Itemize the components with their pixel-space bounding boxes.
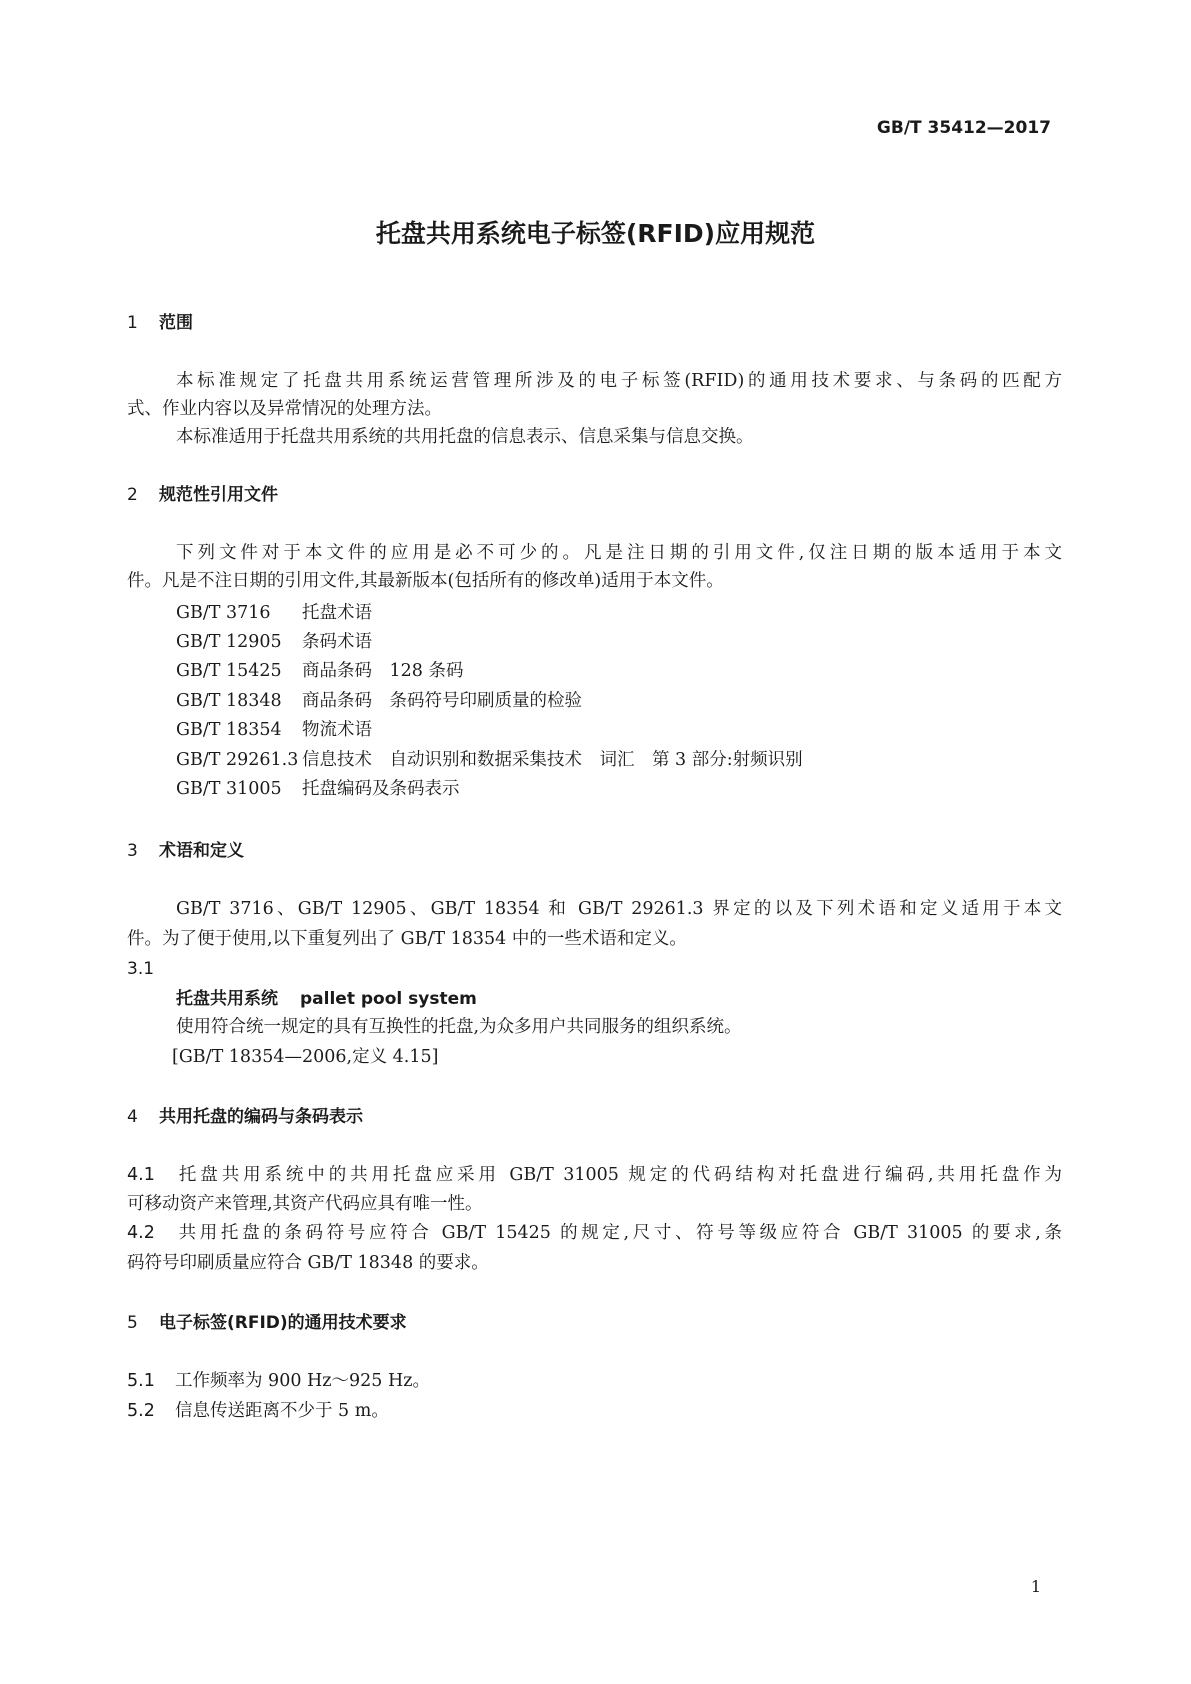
term-english: pallet pool system <box>300 989 477 1009</box>
clause-4-2-line-2: 码符号印刷质量应符合 GB/T 18348 的要求。 <box>127 1253 489 1273</box>
reference-item <box>176 776 460 802</box>
document-title: 托盘共用系统电子标签(RFID)应用规范 <box>375 219 816 248</box>
reference-code: GB/T 18354 <box>176 720 282 740</box>
reference-title: 信息技术 自动识别和数据采集技术 词汇 第 3 部分:射频识别 <box>302 750 803 770</box>
term-definition: 使用符合统一规定的具有互换性的托盘,为众多用户共同服务的组织系统。 <box>176 1017 742 1037</box>
clause-number: 5.2 <box>127 1401 155 1421</box>
section-number: 2 <box>127 485 138 505</box>
clause-text: 共用托盘的条码符号应符合 GB/T 15425 的规定,尺寸、符号等级应符合 GB/T 31005 的要求,条 <box>175 1223 1062 1243</box>
section-1-paragraph-1-line-1: 本标准规定了托盘共用系统运营管理所涉及的电子标签(RFID)的通用技术要求、与条码的匹配方 <box>176 371 1062 391</box>
clause-text: 工作频率为 900 Hz～925 Hz。 <box>175 1371 430 1391</box>
section-number: 1 <box>127 313 138 333</box>
reference-title: 条码术语 <box>302 632 372 652</box>
reference-code: GB/T 29261.3 <box>176 750 299 770</box>
standard-code: GB/T 35412—2017 <box>876 118 1051 138</box>
section-2-heading <box>127 482 278 508</box>
term-chinese: 托盘共用系统 <box>176 989 278 1009</box>
section-number: 4 <box>127 1107 138 1127</box>
reference-title: 托盘术语 <box>302 603 372 623</box>
clause-4-2-line-1 <box>127 1220 1062 1246</box>
section-2-paragraph-line-1: 下列文件对于本文件的应用是必不可少的。凡是注日期的引用文件,仅注日期的版本适用于本文 <box>176 543 1062 563</box>
reference-item <box>176 629 372 655</box>
section-3-paragraph-line-1: GB/T 3716、GB/T 12905、GB/T 18354 和 GB/T 29261.3 界定的以及下列术语和定义适用于本文 <box>176 899 1062 919</box>
reference-item <box>176 688 582 714</box>
reference-title: 物流术语 <box>302 720 372 740</box>
reference-code: GB/T 18348 <box>176 691 282 711</box>
term-entry <box>176 986 477 1012</box>
clause-number: 4.2 <box>127 1223 155 1243</box>
section-1-paragraph-1-line-2: 式、作业内容以及异常情况的处理方法。 <box>127 399 442 419</box>
section-1-heading <box>127 310 193 336</box>
section-2-paragraph-line-2: 件。凡是不注日期的引用文件,其最新版本(包括所有的修改单)适用于本文件。 <box>127 571 724 591</box>
clause-4-1-line-1 <box>127 1162 1062 1188</box>
reference-item <box>176 747 803 773</box>
reference-title: 商品条码 128 条码 <box>302 661 464 681</box>
clause-number: 4.1 <box>127 1165 155 1185</box>
clause-number: 5.1 <box>127 1371 155 1391</box>
section-4-heading <box>127 1104 363 1130</box>
section-3-heading <box>127 838 244 864</box>
clause-5-1 <box>127 1368 1062 1394</box>
section-5-heading <box>127 1310 407 1336</box>
section-title: 规范性引用文件 <box>159 485 278 505</box>
section-title: 共用托盘的编码与条码表示 <box>159 1107 363 1127</box>
reference-item <box>176 600 372 626</box>
reference-code: GB/T 31005 <box>176 779 282 799</box>
reference-title: 托盘编码及条码表示 <box>302 779 460 799</box>
section-title: 术语和定义 <box>159 841 244 861</box>
reference-item <box>176 717 372 743</box>
section-number: 5 <box>127 1313 138 1333</box>
page-number: 1 <box>1030 1577 1041 1596</box>
reference-code: GB/T 12905 <box>176 632 282 652</box>
clause-text: 托盘共用系统中的共用托盘应采用 GB/T 31005 规定的代码结构对托盘进行编码,共用托盘作为 <box>175 1165 1062 1185</box>
reference-item <box>176 658 463 684</box>
clause-4-1-line-2: 可移动资产来管理,其资产代码应具有唯一性。 <box>127 1194 483 1214</box>
clause-text: 信息传送距离不少于 5 m。 <box>175 1401 389 1421</box>
section-title: 电子标签(RFID)的通用技术要求 <box>159 1313 407 1333</box>
term-source: [GB/T 18354—2006,定义 4.15] <box>172 1047 439 1067</box>
reference-title: 商品条码 条码符号印刷质量的检验 <box>302 691 582 711</box>
section-number: 3 <box>127 841 138 861</box>
reference-code: GB/T 15425 <box>176 661 282 681</box>
reference-code: GB/T 3716 <box>176 603 271 623</box>
term-number: 3.1 <box>127 959 155 979</box>
section-1-paragraph-2: 本标准适用于托盘共用系统的共用托盘的信息表示、信息采集与信息交换。 <box>176 427 754 447</box>
section-title: 范围 <box>159 313 193 333</box>
section-3-paragraph-line-2: 件。为了便于使用,以下重复列出了 GB/T 18354 中的一些术语和定义。 <box>127 929 687 949</box>
clause-5-2 <box>127 1398 1062 1424</box>
